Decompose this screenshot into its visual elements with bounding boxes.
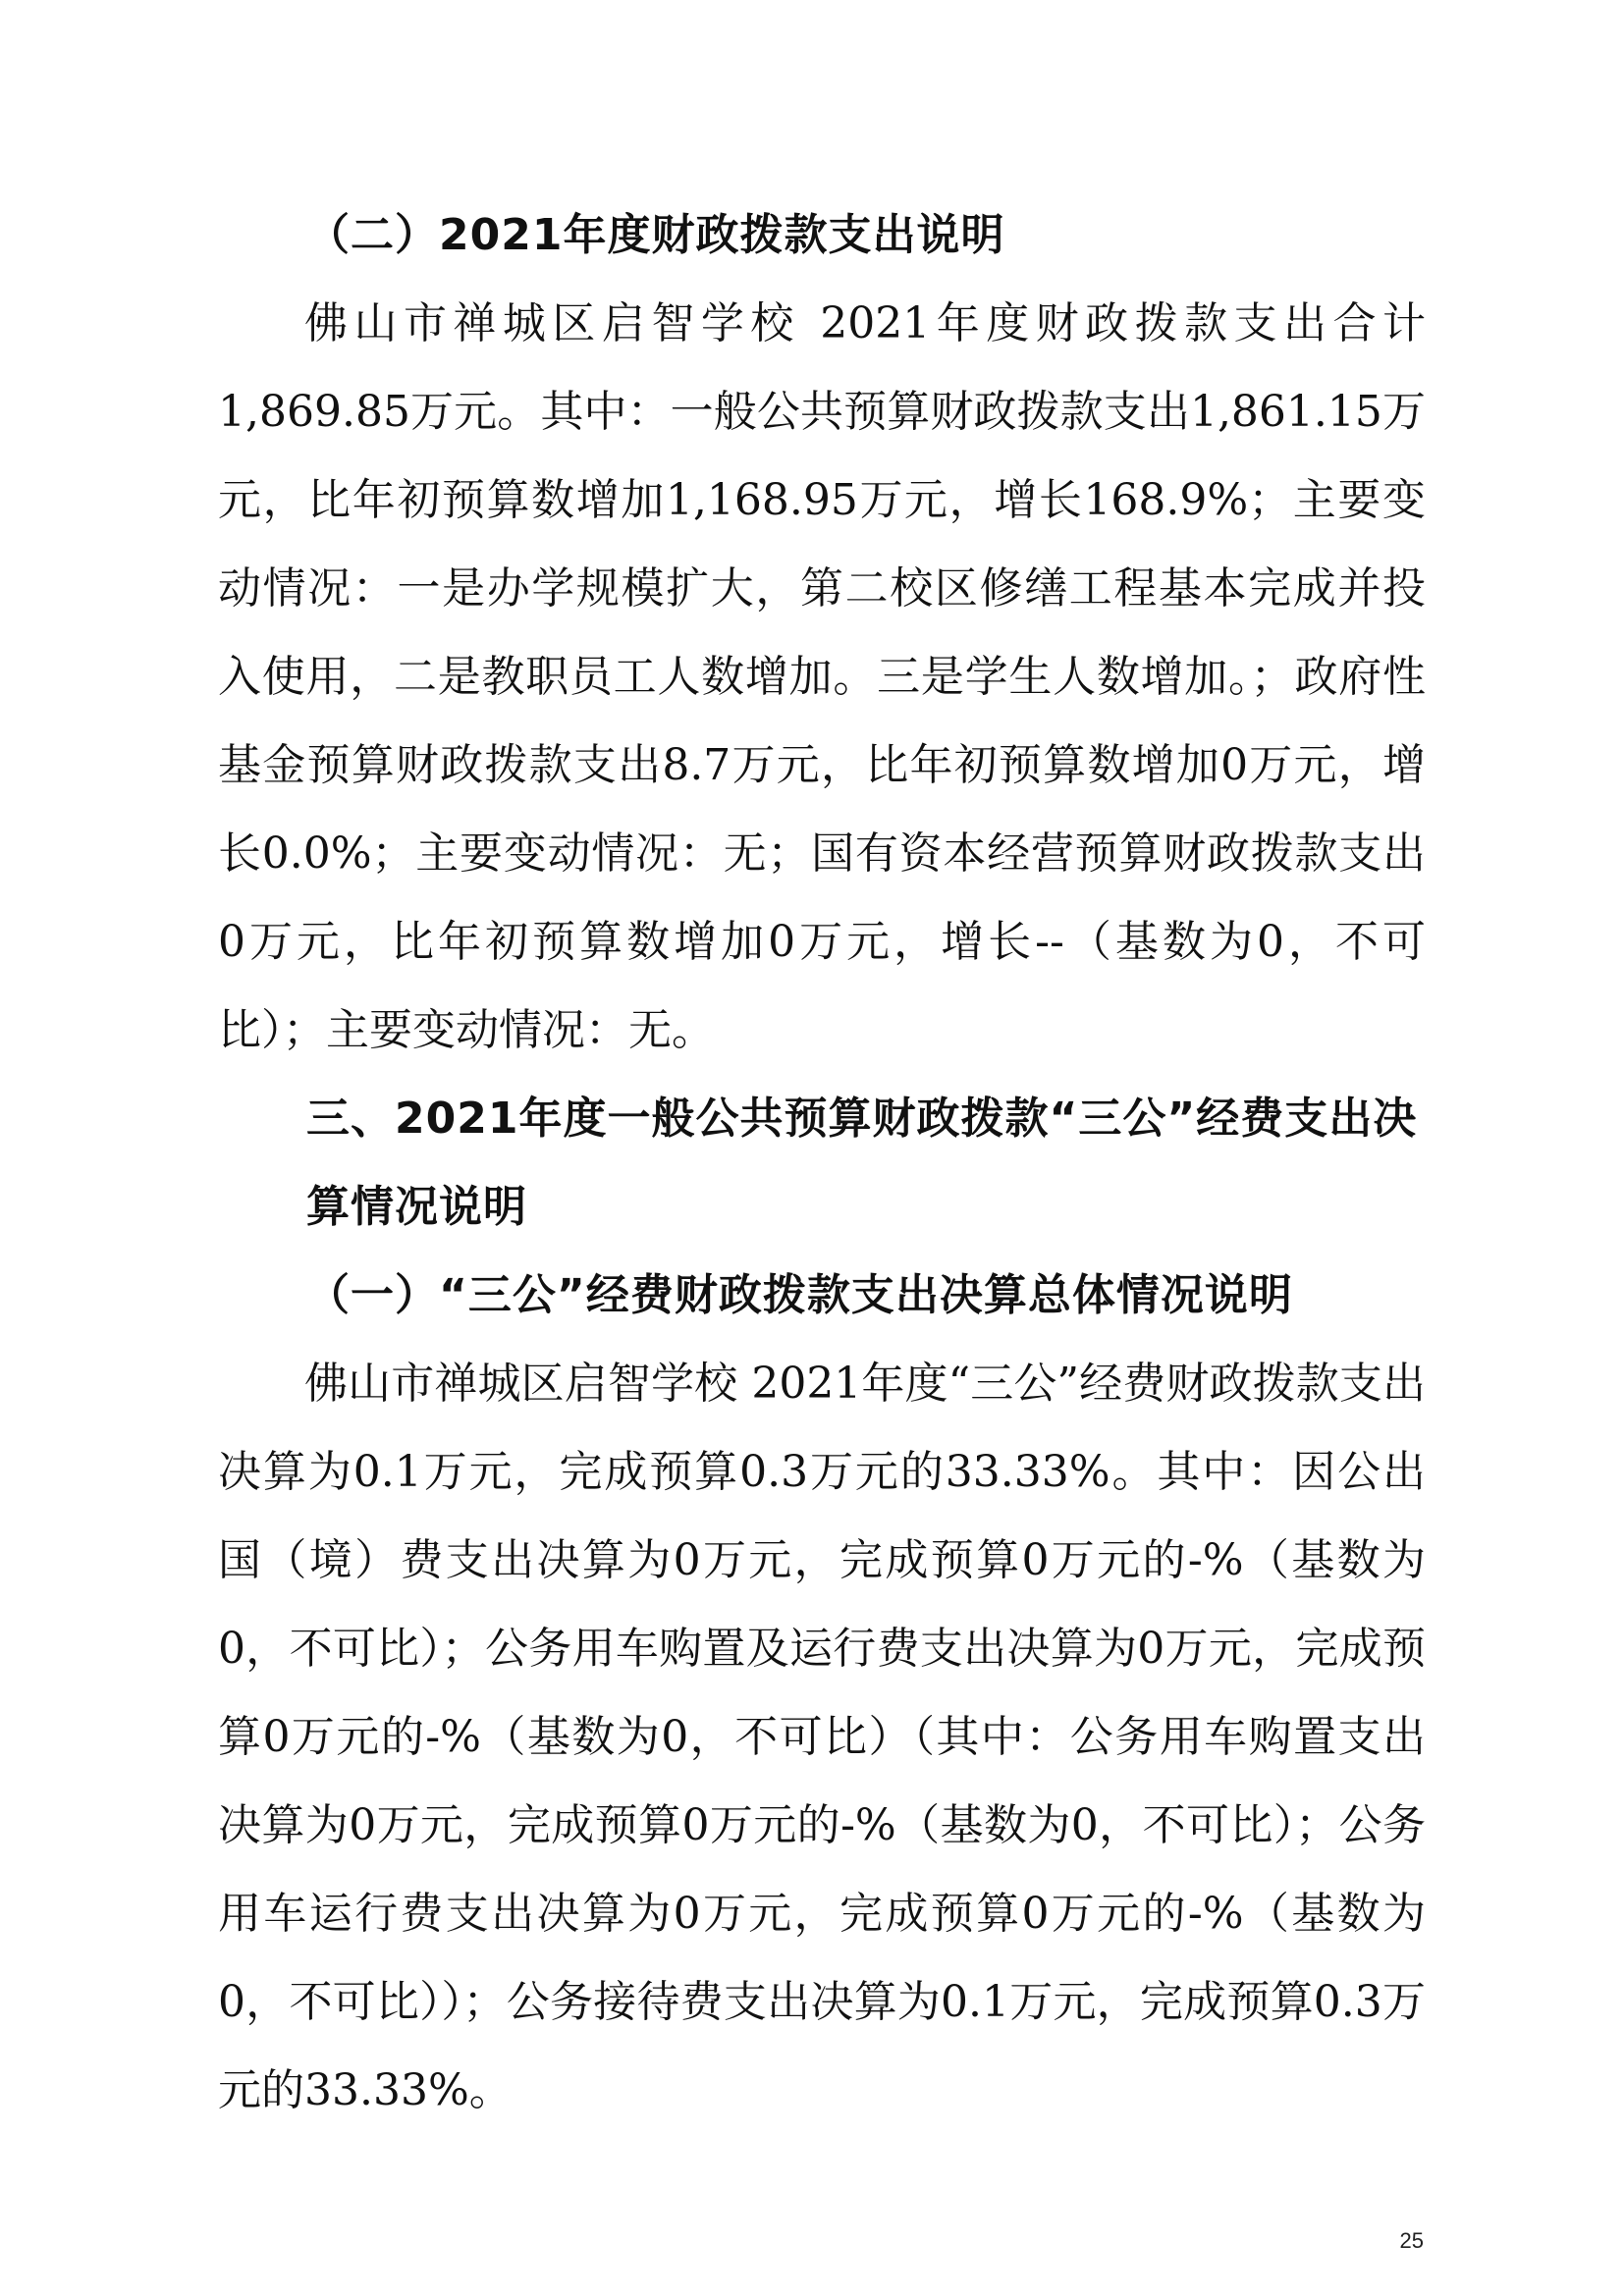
paragraph-appropriation-expenditure: 佛山市禅城区启智学校 2021年度财政拨款支出合计1,869.85万元。其中：一般公共预算财政拨款支出1,861.15万元，比年初预算数增加1,168.95万元，增长168.9%；主要变动情况：一是办学规模扩大，第二校区修缮工程基本完成并投入使用，二是教职员工人数增加。三是学生人数增加。；政府性基金预算财政拨款支出8.7万元，比年初预算数增加0万元，增长0.0%；主要变动情况：无；国有资本经营预算财政拨款支出0万元，比年初预算数增加0万元，增长--（基数为0，不可比）；主要变动情况：无。 xyxy=(218,298,1426,1055)
page-number: 25 xyxy=(1399,2228,1424,2253)
chapter-heading-three-public-expenses: 三、2021年度一般公共预算财政拨款“三公”经费支出决算情况说明 xyxy=(306,1094,1418,1232)
section-heading-three-public-overall: （一）“三公”经费财政拨款支出决算总体情况说明 xyxy=(306,1270,1293,1320)
section-heading-2021-appropriation-expenditure: （二）2021年度财政拨款支出说明 xyxy=(306,210,1005,260)
paragraph-three-public-expenses: 佛山市禅城区启智学校 2021年度“三公”经费财政拨款支出决算为0.1万元，完成预算0.3万元的33.33%。其中：因公出国（境）费支出决算为0万元，完成预算0万元的-%（基数为0，不可比）；公务用车购置及运行费支出决算为0万元，完成预算0万元的-%（基数为0，不可比）（其中：公务用车购置支出决算为0万元，完成预算0万元的-%（基数为0，不可比）；公务用车运行费支出决算为0万元，完成预算0万元的-%（基数为0，不可比））；公务接待费支出决算为0.1万元，完成预算0.3万元的33.33%。 xyxy=(218,1359,1426,2115)
